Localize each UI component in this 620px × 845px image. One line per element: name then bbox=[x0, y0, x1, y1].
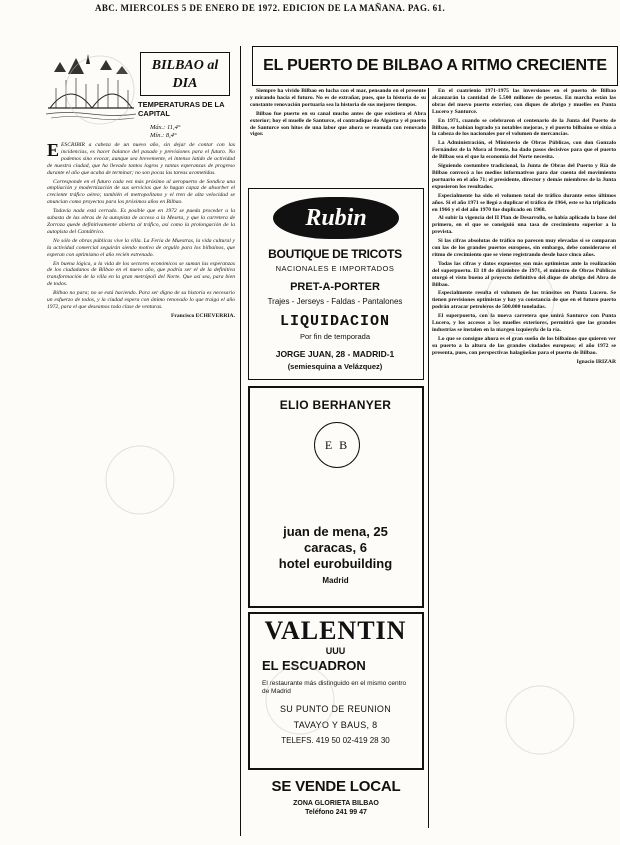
article-paragraph: Especialmente ha sido el volumen total de tráfico durante estos últimos años. Si el año 1971 se llegó a duplicar el tráfico de 1964, este se ha triplicado en 1966 y el del año 1970 fue duplicado en 1968. bbox=[432, 192, 616, 213]
left-paragraph: EESCRIBIR a cabeza de un nuevo año, sin dejar de contar con las incidencias, es hacer balance del pasado y previsiones para el futuro. No podemos sino evocar, aunque sea brevemente, el intenso latido de actividad de nuestra ciudad, que ha llevado tantos logros y tantas esperanzas de progreso durante el año que acaba de terminar; no son pocas las tareas acometidas. bbox=[47, 142, 235, 176]
article-paragraph: En el cuatrienio 1971-1975 las inversiones en el puerto de Bilbao alcanzarán la cantidad de 5.500 millones de pesetas. En marcha están las obras del nuevo puerto exterior, con diques de abrigo y muelles en Punta Lucero y Santurce. bbox=[432, 88, 616, 115]
rubin-subtitle: NACIONALES E IMPORTADOS bbox=[275, 264, 395, 273]
ad-valentin bbox=[248, 612, 424, 770]
article-right-column bbox=[432, 88, 616, 833]
elio-city: Madrid bbox=[322, 576, 349, 585]
article-paragraph: Lo que se consigue ahora es el gran sueño de los bilbaínos que quieren ver su puerto a la altura de las grandes ciudades europeas; el año 1972 se presenta, pues, con perspectivas halagüeñas para el puerto de Bilbao. bbox=[432, 335, 616, 356]
column-title-box bbox=[140, 52, 230, 96]
elio-address2: caracas, 6 bbox=[304, 540, 367, 555]
article-paragraph: En 1971, cuando se celebraron el centenario de la Junta del Puerto de Bilbao, se habían logrado ya notables mejoras, y el puerto bilbaíno se sitúa a la cabeza de los nacionales por el volumen de mercancías. bbox=[432, 117, 616, 138]
temp-max: Máx.: 11,4° bbox=[150, 124, 181, 131]
rubin-logo: Rubin bbox=[305, 205, 367, 231]
left-paragraph: En buena lógica, a la vida de los sectores económicos se suman las esperanzas de los ciudadanos de Bilbao en el nuevo año, que podría ser el de la definitiva transformación de la villa en la gran metrópoli del Norte. Que así sea, para bien de todos. bbox=[47, 260, 235, 288]
valentin-brand: VALENTIN bbox=[264, 616, 407, 645]
left-paragraph: Bilbao no para; no se está haciendo. Para ser digno de su historia es necesario un esfuerzo de todos, y la ciudad espera con ánimo renovado lo que traiga el año 1972, para el que deseamos toda clase de venturas. bbox=[47, 290, 235, 310]
running-head: ABC. MIERCOLES 5 DE ENERO DE 1972. EDICION DE LA MAÑANA. PAG. 61. bbox=[95, 3, 446, 13]
valentin-line1: SU PUNTO DE REUNION bbox=[279, 704, 392, 714]
rubin-title: BOUTIQUE DE TRICOTS bbox=[268, 247, 402, 261]
rubin-liquidacion: LIQUIDACION bbox=[279, 313, 391, 330]
headline-box bbox=[252, 46, 618, 86]
rubin-address2: (semiesquina a Velázquez) bbox=[287, 362, 383, 371]
article-byline: Ignacio IRIZAR bbox=[576, 358, 616, 365]
rubin-items: Trajes - Jerseys - Faldas - Pantalones bbox=[267, 297, 403, 306]
article-paragraph: El superpuerto, con la nueva carretera que unirá Santurce con Punta Lucero, y los accesos a los muelles exteriores, permitirá que las grandes industrias se instalen en la margen izquierda de la ría. bbox=[432, 313, 616, 333]
valentin-line2: TAVAYO Y BAUS, 8 bbox=[293, 720, 378, 730]
valentin-mark: UUU bbox=[325, 646, 346, 656]
sale-phone: Teléfono 241 99 47 bbox=[305, 809, 367, 816]
column-divider bbox=[240, 46, 241, 836]
temp-min: Mín.: 8,4° bbox=[150, 132, 177, 139]
ad-rubin bbox=[248, 188, 424, 380]
article-headline: EL PUERTO DE BILBAO A RITMO CRECIENTE bbox=[263, 57, 607, 74]
elio-brand: ELIO BERHANYER bbox=[279, 398, 392, 412]
article-paragraph: Siguiendo costumbre tradicional, la Junta de Obras del Puerto y Ría de Bilbao convocó a los medios informativos para dar cuenta del movimiento portuario en el año 71; el presidente, director y demás miembros de la Junta expusieron los resultados. bbox=[432, 163, 616, 190]
rubin-pret: PRET-A-PORTER bbox=[290, 281, 380, 293]
elio-address1: juan de mena, 25 bbox=[283, 524, 388, 539]
left-byline: Francisco ECHEVERRIA. bbox=[170, 312, 235, 319]
elio-address bbox=[250, 524, 421, 572]
weather-temps bbox=[150, 124, 230, 140]
left-column-body bbox=[47, 142, 235, 832]
column-divider bbox=[428, 88, 429, 828]
sale-zone: ZONA GLORIETA BILBAO bbox=[293, 800, 379, 807]
article-paragraph: Siempre ha vivido Bilbao en lucha con el mar, pensando en el presente y mirando hacia el futuro. No es de extrañar, pues, que la historia de su constante renovación portuaria sea la historia de sus mejores tiempos. bbox=[250, 88, 426, 108]
article-lead bbox=[250, 88, 426, 184]
article-paragraph: La Administración, el Ministerio de Obras Públicas, con don Gonzalo Fernández de la Mora al frente, ha dado pasos decisivos para que el puerto de Bilbao sea el que la economía del Norte necesita. bbox=[432, 140, 616, 161]
elio-address3: hotel eurobuilding bbox=[278, 556, 393, 571]
valentin-text: El restaurante más distinguido en el mismo centro de Madrid bbox=[262, 680, 407, 695]
article-paragraph: Especialmente resulta el volumen de los tránsitos en Punta Lucero. Se tienen previsiones optimistas y hay ya constancia de que en el futuro puerto podrán atracar petroleros de 500.000 toneladas. bbox=[432, 290, 616, 311]
article-paragraph: Bilbao fue puerto en su canal mucho antes de que existiera el Abra exterior; hoy el muelle de Santurce, el contradique de Algorta y el puerto de Santurce son hitos de una labor que ahora se reanuda con renovado vigor. bbox=[250, 110, 426, 138]
valentin-phones: TELEFS. 419 50 02-419 28 30 bbox=[281, 736, 390, 745]
article-paragraph: Si las cifras absolutas de tráfico no parecen muy elevadas si se comparan con las de los grandes puertos europeos, sin embargo, debe considerarse el ritmo de crecimiento que se viene registrando desde hace cinco años. bbox=[432, 238, 616, 258]
left-paragraph: No sólo de obras públicas vive la villa. La Feria de Muestras, la vida cultural y la actividad comercial seguirán siendo motivo de orgullo para los bilbaínos, que esperan con optimismo el año recién estrenado. bbox=[47, 237, 235, 258]
ad-elio bbox=[248, 386, 424, 608]
article-paragraph: Al subir la vigencia del II Plan de Desarrollo, se había aplicado la base del primero, en el que se consiguió una tasa de crecimiento superior a la prevista. bbox=[432, 215, 616, 236]
elio-monogram: E B bbox=[324, 438, 350, 452]
left-paragraph: Todavía nada está cerrado. Es posible que en 1972 se pueda proceder a la subasta de las obras de la autopista de acceso a la Meseta, y que la carretera de Zorroza quede definitivamente abierta al tráfico, así como la prolongación de la autopista del Cantábrico. bbox=[47, 208, 235, 235]
sale-title: SE VENDE LOCAL bbox=[271, 778, 401, 795]
rubin-address: JORGE JUAN, 28 - MADRID-1 bbox=[275, 349, 395, 359]
rubin-logo-oval bbox=[273, 197, 399, 239]
ad-sale bbox=[244, 778, 428, 838]
column-title: BILBAO al DIA bbox=[151, 58, 219, 91]
left-paragraph: Corresponde en el futuro cada vez más próximo al aeropuerto de Sondica una ampliación y modernización de sus servicios que lo hagan capaz de absorber el creciente tráfico aéreo; también el metropolitano y el tren de alta velocidad se anuncian como proyectos para los próximos años en Bilbao. bbox=[47, 178, 235, 206]
rubin-fin: Por fin de temporada bbox=[299, 332, 371, 341]
bridge-sketch-icon bbox=[46, 50, 136, 120]
article-paragraph: Todas las cifras y datos expuestos son más optimistas ante la realización del superpuerto. El 18 de diciembre de 1971, el ministro de Obras Públicas otorgó el visto bueno al proyecto definitivo del dique de abrigo del Abra de Bilbao. bbox=[432, 260, 616, 288]
weather-title: TEMPERATURAS DE LA CAPITAL bbox=[138, 100, 225, 118]
valentin-name: EL ESCUADRON bbox=[262, 658, 366, 673]
elio-monogram-circle bbox=[314, 422, 360, 468]
